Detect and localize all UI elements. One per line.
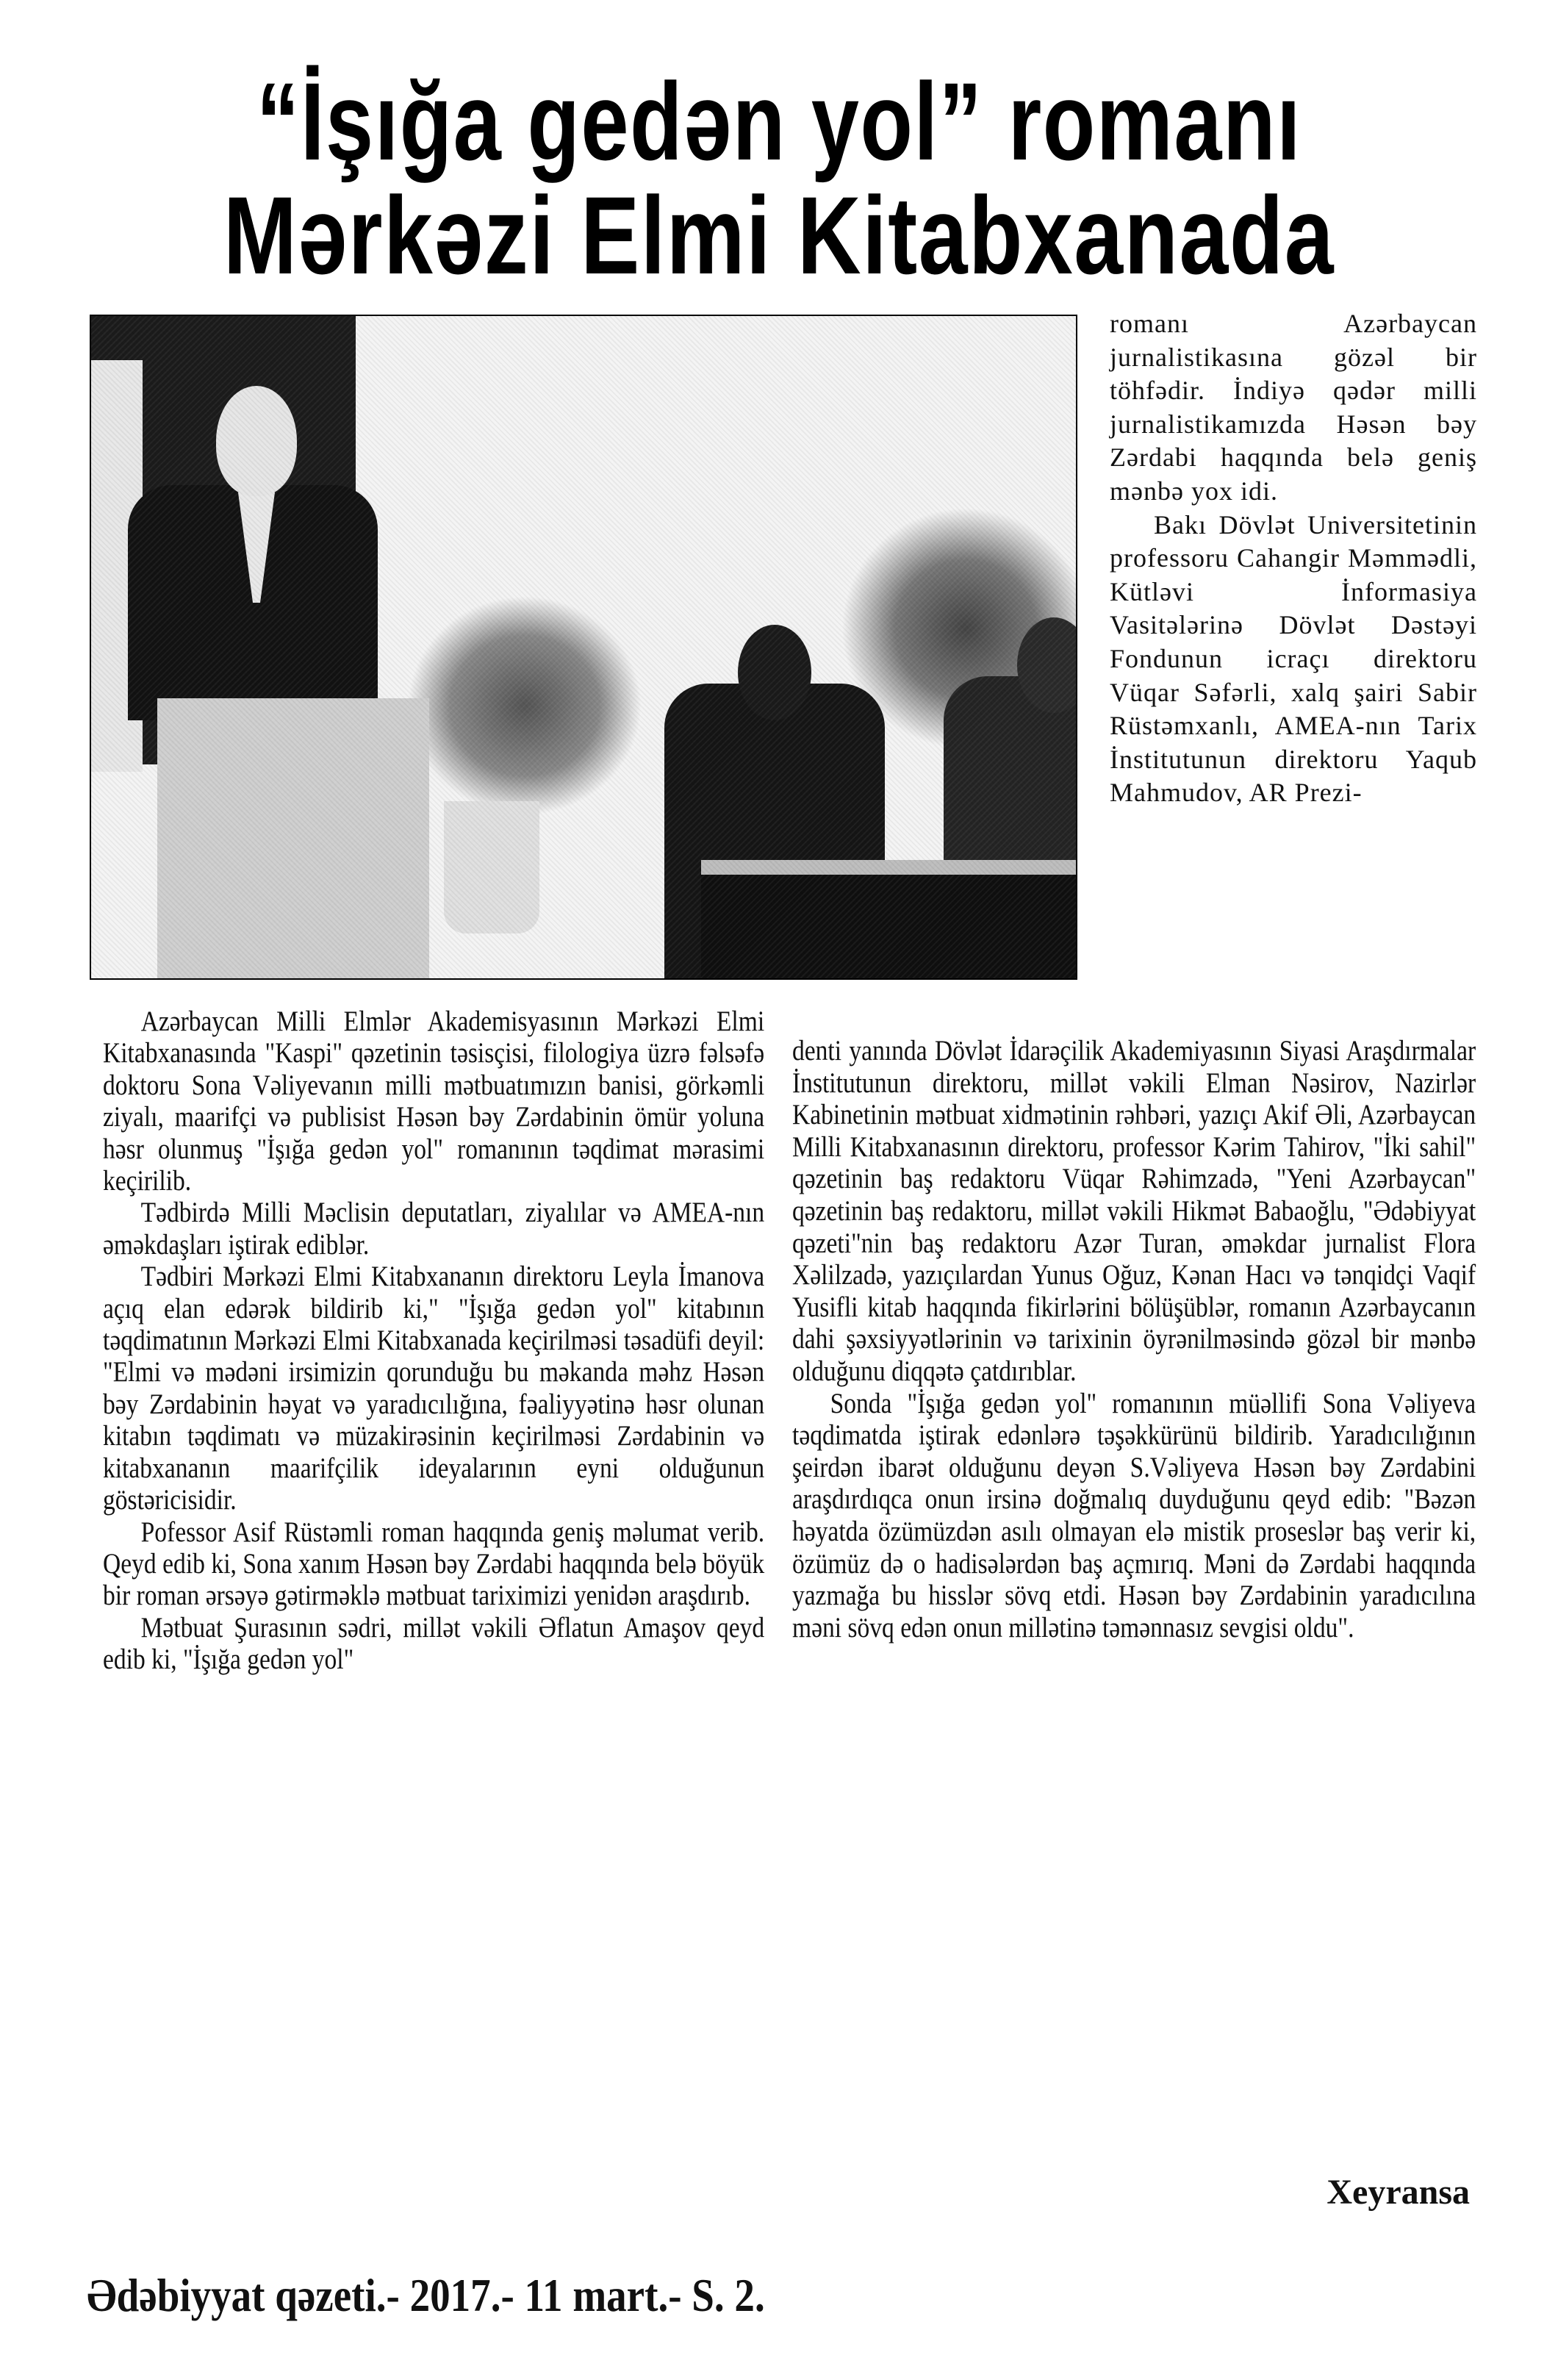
paragraph: Bakı Dövlət Universitetinin professoru Cahangir Məmmədli, Kütləvi İnformasiya Vasitələrinə Dövlət Dəstəyi Fondunun icraçı direktoru Vüqar Səfərli, xalq şairi Sabir Rüstəmxanlı, AMEA-nın Tarix İnstitutunun direktoru Yaqub Mahmudov, AR Prezi- xyxy=(1110,509,1477,808)
headline-line-2: Mərkəzi Elmi Kitabxanada xyxy=(223,173,1335,297)
left-column xyxy=(103,1006,764,1676)
paragraph: Pofessor Asif Rüstəmli roman haqqında geniş məlumat verib. Qeyd edib ki, Sona xanım Həsən bəy Zərdabi haqqında belə böyük bir roman ərsəyə gətirməklə mətbuat tariximizi yenidən araşdırıb. xyxy=(103,1516,765,1612)
halftone-texture xyxy=(91,316,1076,978)
paragraph: Tədbirdə Milli Məclisin deputatları, ziyalılar və AMEA-nın əməkdaşları iştirak ediblər. xyxy=(103,1197,765,1261)
author-signature: Xeyransa xyxy=(1327,2173,1470,2212)
paragraph: Tədbiri Mərkəzi Elmi Kitabxananın direktoru Leyla İmanova açıq elan edərək bildirib ki," "İşığa gedən yol" kitabının təqdimatının Mərkəzi Elmi Kitabxanada keçirilməsi təsadüfi deyil: "Elmi və mədəni irsimizin qorunduğu bu məkanda məhz Həsən bəy Zərdabinin həyat və yaradıcılığına, fəaliyyətinə həsr olunan kitabın təqdimatı və müzakirəsinin keçirilməsi Zərdabinin və kitabxananın maarifçilik ideyalarının eyni olduğunun göstəricisidir. xyxy=(103,1261,765,1516)
right-column-bottom xyxy=(792,1035,1476,1644)
paragraph: romanı Azərbaycan jurnalistikasına gözəl bir töhfədir. İndiyə qədər milli jurnalistikamızda Həsən bəy Zərdabi haqqında belə geniş mənbə yox idi. xyxy=(1110,309,1477,506)
paragraph: Sonda "İşığa gedən yol" romanının müəllifi Sona Vəliyeva təqdimatda iştirak edənlərə təşəkkürünü bildirib. Yaradıcılığının şeirdən ibarət olduğunu deyən S.Vəliyeva Həsən bəy Zərdabini araşdırdıqca onun irsinə doğmalıq duyduğunu qeyd edib: "Bəzən həyatda özümüzdən asılı olmayan elə mistik proseslər baş verir ki, özümüz də o hadisələrdən baş açmırıq. Məni də Zərdabi haqqında yazmağa bu hisslər sövq etdi. Həsən bəy Zərdabinin yaradıcılına məni sövq edən onun millətinə təmənnasız sevgisi oldu". xyxy=(792,1387,1476,1644)
left-column-body xyxy=(103,1006,764,1676)
article-photo xyxy=(90,315,1077,980)
paragraph: Azərbaycan Milli Elmlər Akademisyasının Mərkəzi Elmi Kitabxanasında "Kaspi" qəzetinin təsisçisi, filologiya üzrə fəlsəfə doktoru Sona Vəliyevanın milli mətbuatımızın banisi, görkəmli ziyalı, maarifçi və publisist Həsən bəy Zərdabinin ömür yoluna həsr olunmuş "İşığa gedən yol" romanının təqdimat mərasimi keçirilib. xyxy=(103,1006,765,1197)
right-column-top xyxy=(1110,307,1477,810)
paragraph: Mətbuat Şurasının sədri, millət vəkili Əflatun Amaşov qeyd edib ki, "İşığa gedən yol" xyxy=(103,1611,765,1676)
headline-line-1: “İşığa gedən yol” romanı xyxy=(256,60,1302,183)
paragraph: denti yanında Dövlət İdarəçilik Akademiyasının Siyasi Araşdırmalar İnstitutunun direktoru, millət vəkili Elman Nəsirov, Nazirlər Kabinetinin mətbuat xidmətinin rəhbəri, yazıçı Akif Əli, Azərbaycan Milli Kitabxanasının direktoru, professor Kərim Tahirov, "İki sahil" qəzetinin baş redaktoru Vüqar Rəhimzadə, "Yeni Azərbaycan" qəzetinin baş redaktoru, millət vəkili Hikmət Babaoğlu, "Ədəbiyyat qəzeti"nin baş redaktoru Azər Turan, əməkdar jurnalist Flora Xəlilzadə, yazıçılardan Yunus Oğuz, Kənan Hacı və tənqidçi Vaqif Yusifli kitab haqqında fikirlərini bölüşüblər, romanın Azərbaycanın dahi şəxsiyyətlərinin və tarixinin öyrənilməsində gözəl bir mənbə olduğunu diqqətə çatdırıblar. xyxy=(792,1035,1476,1387)
source-citation: Ədəbiyyat qəzeti.- 2017.- 11 mart.- S. 2. xyxy=(87,2269,765,2321)
right-column-bottom-body xyxy=(792,1035,1476,1644)
